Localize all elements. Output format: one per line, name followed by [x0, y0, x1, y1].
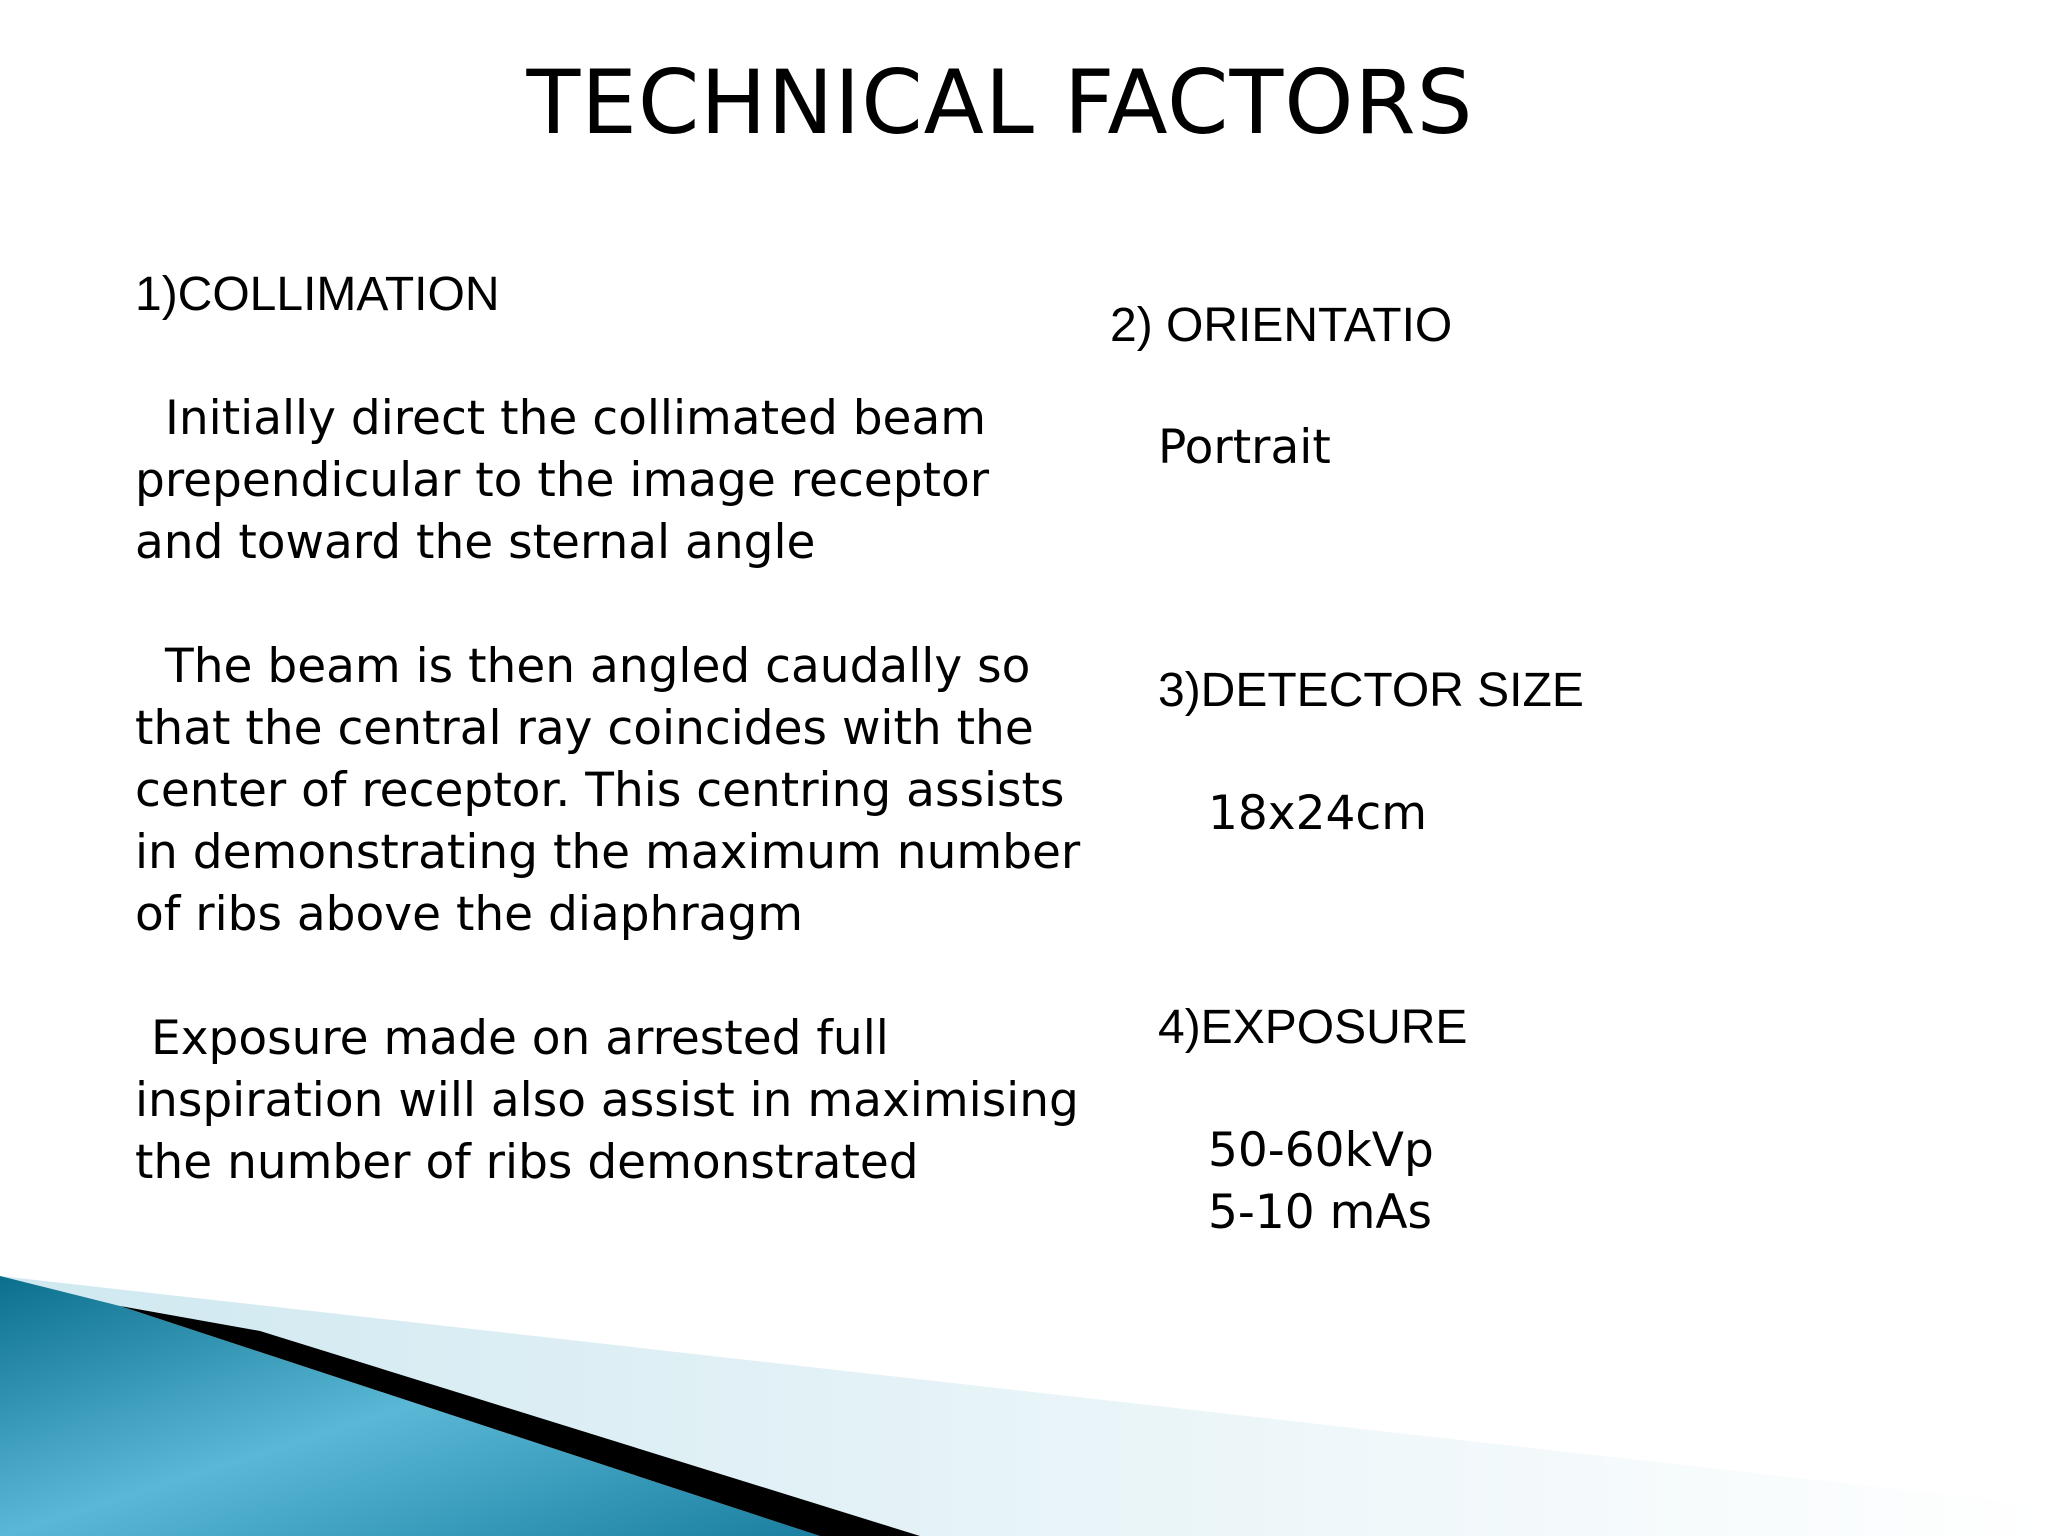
orientation-section — [1110, 295, 1452, 357]
exposure-mas: 5-10 mAs — [1208, 1185, 1433, 1240]
exposure-values — [1208, 1120, 1434, 1244]
orientation-value-wrap — [1158, 417, 1331, 479]
detector-size-value-wrap — [1208, 783, 1427, 845]
orientation-heading: 2) ORIENTATIO — [1110, 299, 1453, 352]
exposure-heading: 4)EXPOSURE — [1158, 1001, 1468, 1054]
collimation-section — [135, 264, 1085, 1194]
collimation-paragraph-1: Initially direct the collimated beam prependicular to the image receptor and toward the sternal angle — [135, 391, 990, 570]
exposure-section — [1158, 997, 1467, 1059]
detector-size-heading: 3)DETECTOR SIZE — [1158, 664, 1584, 717]
exposure-kvp: 50-60kVp — [1208, 1123, 1434, 1178]
orientation-value: Portrait — [1158, 420, 1331, 475]
detector-size-section — [1158, 660, 1584, 722]
collimation-heading: 1)COLLIMATION — [135, 268, 500, 321]
collimation-paragraph-3: Exposure made on arrested full inspiration will also assist in maximising the number of ribs demonstrated — [135, 1011, 1079, 1190]
collimation-paragraph-2: The beam is then angled caudally so that the central ray coincides with the center of receptor. This centring assists in demonstrating the maximum number of ribs above the diaphragm — [135, 639, 1081, 942]
decorative-wave-graphic — [0, 1276, 2048, 1536]
slide-title: TECHNICAL FACTORS — [526, 51, 1474, 154]
detector-size-value: 18x24cm — [1208, 786, 1428, 841]
